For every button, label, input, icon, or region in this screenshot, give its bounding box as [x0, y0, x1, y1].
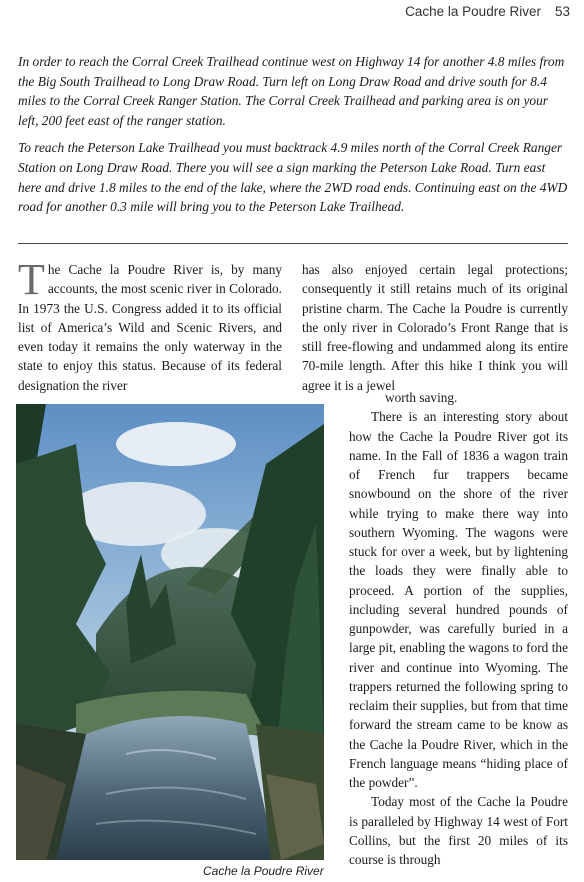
page-number: 53: [554, 4, 570, 19]
trailhead-directions: [18, 52, 568, 225]
photo-caption: Cache la Poudre River: [203, 864, 324, 878]
intro-paragraph: [18, 255, 282, 395]
intro-text: he Cache la Poudre River is, by many accounts, the most scenic river in Colorado. In 1973 the U.S. Congress added it to its official list of America’s Wild and Scenic Rivers, and even today it remains the only waterway in the state to enjoy this status. Because of its federal designation the river: [18, 262, 282, 393]
body-column-right-wrap: [349, 388, 568, 869]
section-divider: [18, 243, 568, 244]
highway-paragraph: Today most of the Cache la Poudre is paralleled by Highway 14 west of Fort Collins, but the first 20 miles of its course is through: [349, 794, 568, 867]
directions-paragraph-corral-creek: In order to reach the Corral Creek Trailhead continue west on Highway 14 for another 4.8 miles from the Big South Trailhead to Long Draw Road. Turn left on Long Draw Road and drive south for 8.4 miles to the Corral Creek Ranger Station. The Corral Creek Trailhead and parking area is on your left, 200 feet east of the ranger station.: [18, 54, 565, 128]
body-column-left: [18, 255, 282, 395]
river-photo: [16, 404, 324, 860]
intro-continuation: has also enjoyed certain legal protections; consequently it still retains much of its original pristine charm. The Cache la Poudre is currently the only river in Colorado’s Front Range that is still free-flowing and undammed along its entire 70-mile length. After this hike I think you will agree it is a jewel: [302, 262, 568, 393]
running-header: [405, 4, 570, 19]
body-column-right-top: [302, 260, 568, 395]
intro-continuation-end: worth saving.: [385, 390, 458, 405]
drop-cap: T: [18, 255, 45, 304]
name-story-paragraph: There is an interesting story about how the Cache la Poudre River got its name. In the Fall of 1836 a wagon train of French fur trappers became snowbound on the shore of the river while trying to make there way into southern Wyoming. The wagons were stuck for over a week, but by lightening the loads they were finally able to proceed. A portion of the supplies, including several hundred pounds of gunpowder, was carefully buried in a large pit, enabling the wagons to ford the river and continue into Wyoming. The trappers returned the following spring to reclaim their supplies, but from that time forward the stream came to be know as the Cache la Poudre River, which in the French language means “hiding place of the powder”.: [349, 409, 568, 790]
running-title: Cache la Poudre River: [405, 4, 541, 19]
directions-paragraph-peterson-lake: To reach the Peterson Lake Trailhead you must backtrack 4.9 miles north of the Corral Creek Ranger Station on Long Draw Road. There you will see a sign marking the Peterson Lake Road. Turn east here and drive 1.8 miles to the end of the lake, where the 2WD road ends. Continuing east on the 4WD road for another 0.3 mile will bring you to the Peterson Lake Trailhead.: [18, 140, 568, 215]
